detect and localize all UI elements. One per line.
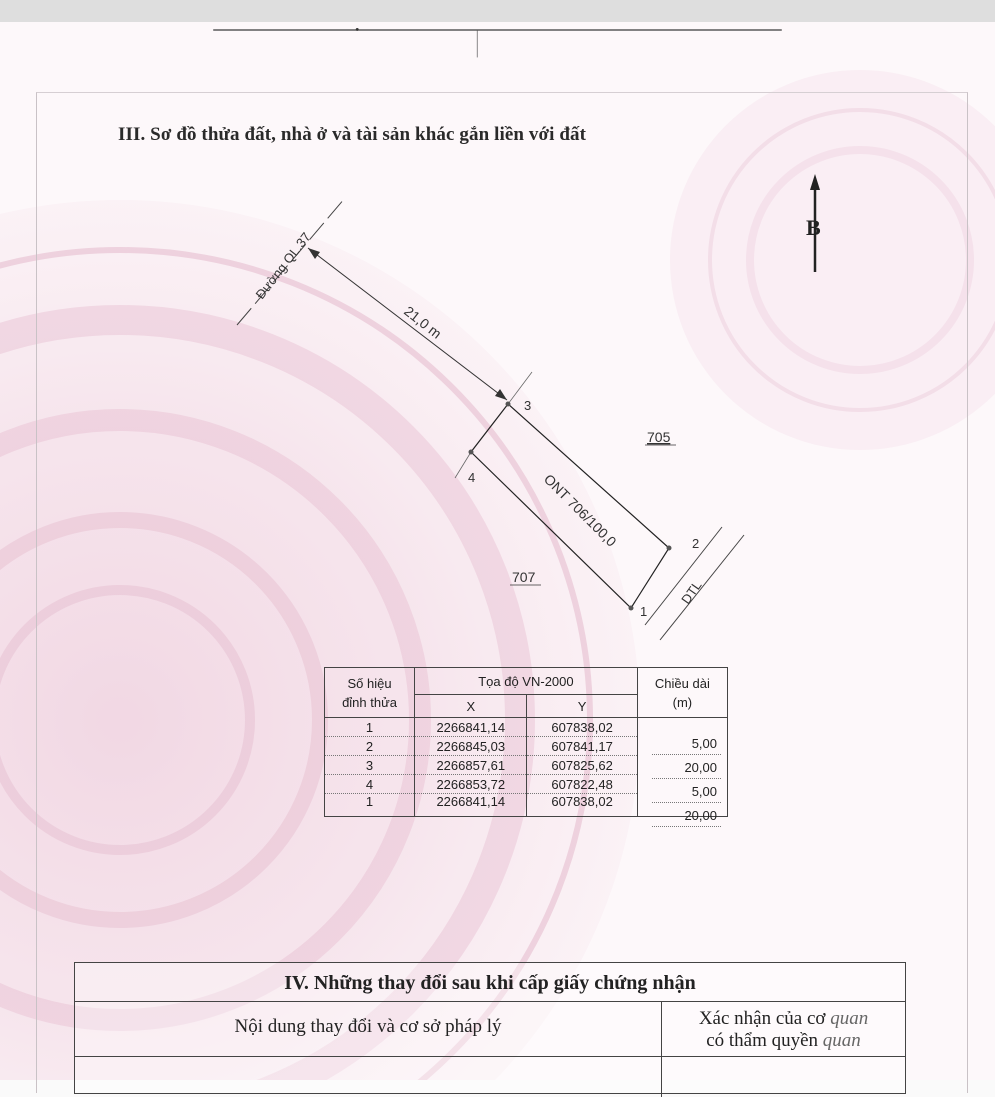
- col-header-y: Y: [527, 695, 637, 718]
- length-value: 20,00: [684, 808, 717, 823]
- length-column: [637, 718, 727, 823]
- col-header-len-1: Chiều dài: [654, 676, 710, 691]
- table-row: [325, 718, 728, 737]
- dimension-arrow: [308, 248, 507, 400]
- vertex-3: [506, 402, 511, 407]
- length-value: 20,00: [684, 760, 717, 775]
- changes-content-cell: [75, 1057, 662, 1097]
- point-id: 1: [325, 794, 415, 817]
- point-id: 2: [325, 737, 415, 756]
- section-3-title: III. Sơ đồ thửa đất, nhà ở và tài sản khác gắn liền với đất: [118, 124, 587, 145]
- coord-y: 607841,17: [527, 737, 637, 756]
- coord-y: 607825,62: [527, 756, 637, 775]
- coord-x: 2266857,61: [415, 756, 527, 775]
- road-label: Đường QL.37: [252, 229, 314, 302]
- authority-cell: [662, 1057, 905, 1097]
- coord-y: 607838,02: [527, 794, 637, 817]
- authority-line-2-faint: quan: [822, 1030, 861, 1051]
- vertex-label: 2: [692, 536, 700, 551]
- coord-x: 2266841,14: [415, 794, 527, 817]
- authority-confirmation-header: [662, 1002, 905, 1056]
- point-id: 4: [325, 775, 415, 794]
- col-header-id-2: đỉnh thửa: [342, 695, 398, 710]
- vertex-label: 4: [468, 470, 476, 485]
- edge-label: DTL: [678, 577, 705, 607]
- parcel-label: ONT 706/100,0: [540, 470, 620, 550]
- coord-x: 2266853,72: [415, 775, 527, 794]
- length-value: 5,00: [691, 784, 717, 799]
- section-4-changes: [74, 962, 906, 1094]
- vertex-label: 1: [640, 604, 648, 619]
- neighbor-parcel-705: 705: [647, 429, 671, 445]
- coord-x: 2266845,03: [415, 737, 527, 756]
- neighbor-parcel-707: 707: [512, 569, 536, 585]
- coord-y: 607822,48: [527, 775, 637, 794]
- col-header-id-1: Số hiệu: [347, 676, 392, 691]
- vertex-2: [667, 546, 672, 551]
- col-header-x: X: [415, 695, 527, 718]
- vertex-4: [469, 450, 474, 455]
- coordinate-table: [324, 667, 728, 823]
- dimension-label: 21,0 m: [401, 302, 445, 342]
- vertex-label: 3: [524, 398, 532, 413]
- length-value: 5,00: [691, 736, 717, 751]
- vertex-1: [629, 606, 634, 611]
- point-id: 3: [325, 756, 415, 775]
- col-header-len-2: (m): [672, 695, 693, 710]
- authority-line-1: Xác nhận của cơ: [698, 1008, 826, 1029]
- north-label: B: [806, 215, 821, 240]
- point-id: 1: [325, 718, 415, 737]
- coord-x: 2266841,14: [415, 718, 527, 737]
- section-4-title: IV. Những thay đổi sau khi cấp giấy chứng nhận: [75, 963, 905, 1002]
- coord-y: 607838,02: [527, 718, 637, 737]
- authority-line-2: có thẩm quyền: [706, 1030, 819, 1051]
- col-header-coord: Tọa độ VN-2000: [415, 668, 638, 695]
- changes-content-header: Nội dung thay đổi và cơ sở pháp lý: [75, 1002, 662, 1056]
- authority-line-1-faint: quan: [830, 1008, 869, 1029]
